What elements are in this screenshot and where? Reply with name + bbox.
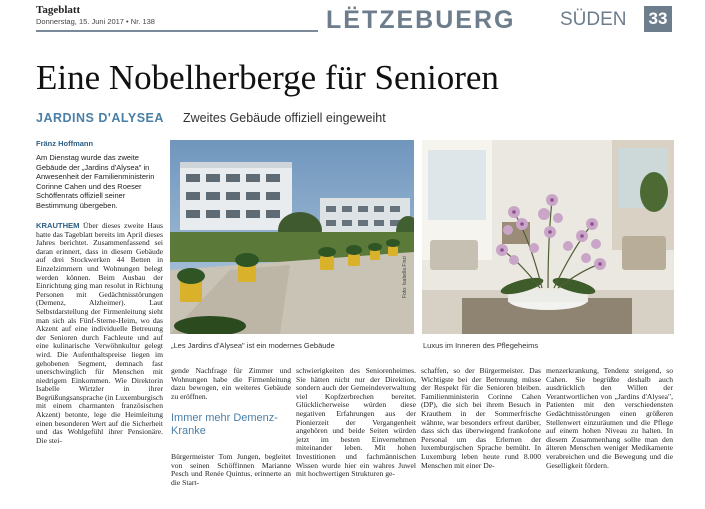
interior-orchid-photo xyxy=(422,140,674,334)
region-title: SÜDEN xyxy=(560,9,627,30)
article-lead: Am Dienstag wurde das zweite Gebäude der „Jardins d'Alysea" in Anwesenheit der Familienministerin Corinne Cahen und des Roeser Schöffenrats offiziell seiner Bestimmung übergeben. xyxy=(36,153,155,210)
section-title: LËTZEBUERG xyxy=(326,6,516,34)
newspaper-brand: Tageblatt xyxy=(36,4,81,16)
photo-caption-interior: Luxus im Inneren des Pflegeheims xyxy=(423,341,539,350)
article-interhead: Immer mehr Demenz-Kranke xyxy=(171,412,278,437)
article-column-4: schaffen, so der Bürgermeister. Das Wichtigste bei der Betreuung müsse der Respekt für die Senioren bleiben. Familienministerin Corinne Cahen (DP), die sich bei ihrem Besuch in Krauthem in der Sommerfrische wähnte, war besonders erfreut darüber, dass sich das überwiegend frankofone Personal um das Erlernen der luxemburgischen Sprache bemüht. In Luxemburg leben heute rund 8.000 Menschen mit einer De- xyxy=(421,366,541,470)
masthead-rule xyxy=(36,30,318,32)
article-kicker: JARDINS D'ALYSEA xyxy=(36,111,164,125)
column-1-text: Über dieses zweite Haus hatte das Tageblatt bereits im April dieses Jahres berichtet. Zusammenfassend sei daran erinnert, dass in diesem Gebäude auf drei Stockwerken 44 Betten in Einzelzimmern und Wohnungen belegt werden können. Beim Ausbau der Einrichtung ging man resolut in Richtung Personen mit Gedächtnisstörungen (Demenz, Alzheimer). Laut Selbstdarstellung der Firmenleitung sieht man sich als Fünf-Sterne-Heim, wo das Akzent auf eine individuelle Betreuung der Senioren durch Fachleute und auf eine kulinarische Verwöhnkultur gelegt wird. Die Aufenthaltspreise liegen im gehobenen Segment, demnach fast unerschwinglich für Menschen mit niedrigem Einkommen. Wie Direktorin Isabelle Wirtzler in ihrer Begrüßungsansprache (in Luxemburgisch mit einem charmanten französischen Akzent) betonte, lege die Heimleitung einen besonderen Wert auf die Sicherheit und das Wohlgefühl ihrer Pensionäre. Die stei- xyxy=(36,221,163,445)
article-column-2b: Bürgermeister Tom Jungen, begleitet von seinen Schöffinnen Marianne Pesch und Renée Quintus, erinnerte an die Start- xyxy=(171,452,291,487)
article-column-1 xyxy=(36,222,163,445)
photo-caption-exterior: „Les Jardins d'Alysea" ist ein modernes Gebäude xyxy=(171,341,335,350)
page-number: 33 xyxy=(644,6,672,32)
article-headline: Eine Nobelherberge für Senioren xyxy=(36,58,499,97)
dateline: Donnerstag, 15. Juni 2017 • Nr. 138 xyxy=(36,17,155,26)
dateline-location: KRAUTHEM xyxy=(36,221,80,230)
article-column-3: schwierigkeiten des Seniorenheimes. Sie hätten nicht nur der Direktion, sondern auch der Gemeindeverwaltung viel Kopfzerbrechen bereitet. Glücklicherweise würden diese negativen Erfahrungen aus der Pionierzeit der Vergangenheit angehören und beide Seiten würden jetzt im besten Einvernehmen miteinander leben. Mit hohen Investitionen und fachmännischen Wissen wurde hier ein wahres Juwel mit hochwertigen Strukturen ge- xyxy=(296,366,416,479)
photo-credit: Foto: Isabella Finzi xyxy=(402,256,408,298)
building-exterior-photo xyxy=(170,140,414,334)
article-author: Fränz Hoffmann xyxy=(36,139,94,148)
article-column-5: menzerkrankung, Tendenz steigend, so Cahen. Sie begrüßte deshalb auch ausdrücklich den Willen der Verantwortlichen von „Jardins d'Alysea", Patienten mit den verschiedensten Gedächtnisstörungen einen größeren Stellenwert einzuräumen und die Pflege auf einem hohen Niveau zu halten. In diesem Zusammenhang sollte man den älteren Menschen weniger Medikamente verabreichen und die Bewegung und die Geselligkeit fördern. xyxy=(546,366,673,470)
article-subhead: Zweites Gebäude offiziell eingeweiht xyxy=(183,111,386,125)
article-column-2: gende Nachfrage für Zimmer und Wohnungen habe die Firmenleitung dazu bewogen, ein weiteres Gebäude zu eröffnen. xyxy=(171,366,291,401)
